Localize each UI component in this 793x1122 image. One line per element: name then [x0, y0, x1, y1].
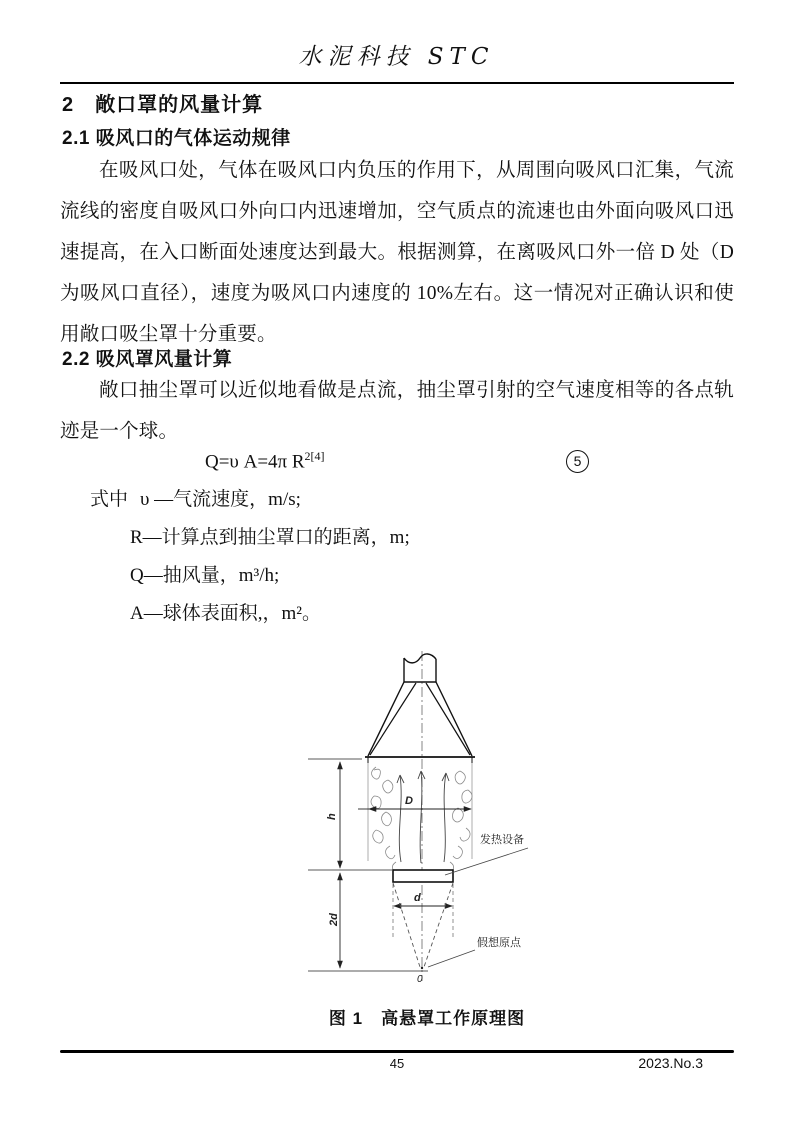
figure-caption: 图 1 高悬罩工作原理图: [328, 1009, 526, 1028]
definitions-lead: 式中: [90, 489, 129, 510]
duct: [404, 654, 436, 682]
leader-heating-equipment: [445, 832, 528, 875]
definition-line-R: R—计算点到抽尘罩口的距离，m;: [130, 527, 410, 548]
equation-5: [205, 449, 325, 473]
label-heating-equipment: 发热设备: [480, 834, 524, 846]
definition-line-Q: Q—抽风量，m³/h;: [130, 565, 280, 586]
header-rule: [60, 82, 734, 84]
equation-number-badge: 5: [566, 450, 589, 473]
paragraph-hood-flow: 敞口抽尘罩可以近似地看做是点流，抽尘罩引射的空气速度相等的各点轨迹是一个球。: [60, 380, 734, 442]
symbol-definitions: [60, 481, 734, 633]
converging-lines: [393, 883, 453, 967]
dimension-h: [308, 759, 362, 868]
label-virtual-origin: 假想原点: [477, 937, 521, 949]
hood-diagram-svg: [300, 649, 560, 996]
definition-u: υ —气流速度，m/s;: [140, 489, 301, 510]
heat-source-plate: [393, 870, 453, 882]
equation-5-row: [60, 449, 734, 481]
equation-5-body: Q=υ A=4π R: [205, 451, 305, 473]
hood-working-principle-diagram: [300, 649, 560, 996]
dimension-label-2d: 2d: [328, 913, 340, 926]
dimension-label-h: h: [326, 813, 338, 820]
definition-line-A: A—球体表面积,，m²。: [130, 603, 321, 624]
page-number: 45: [389, 1056, 405, 1071]
origin-label: 0: [417, 974, 423, 985]
issue-label: 2023.No.3: [638, 1055, 703, 1071]
footer-rule: [60, 1050, 734, 1053]
dimension-label-d: d: [414, 892, 421, 904]
journal-title: 水泥科技 STC: [298, 44, 495, 70]
leader-virtual-origin: [428, 935, 522, 967]
subsection-heading-2-1: 2.1 吸风口的气体运动规律: [62, 128, 291, 149]
dimension-D: [358, 795, 471, 809]
origin-point: [421, 967, 423, 969]
upward-flow-arrows: [397, 771, 449, 863]
section-heading-2: 2 敞口罩的风量计算: [62, 94, 264, 116]
hood-funnel: [365, 682, 475, 763]
paragraph-airflow-law: 在吸风口处，气体在吸风口内负压的作用下，从周围向吸风口汇集，气流流线的密度自吸风口外向口内迅速增加，空气质点的流速也由外面向吸风口迅速提高，在入口断面处速度达到最大。根据测算，在离吸风口外一倍 D 处（D 为吸风口直径），速度为吸风口内速度的 10%左右。这一情况对正确认识和使用敞口吸尘罩十分重要。: [60, 160, 734, 345]
equation-5-superscript: 2[4]: [304, 449, 325, 463]
dimension-2d: [308, 873, 428, 971]
definition-line-u: [90, 481, 734, 519]
subsection-heading-2-2: 2.2 吸风罩风量计算: [62, 349, 233, 370]
dimension-label-D: D: [405, 795, 413, 807]
